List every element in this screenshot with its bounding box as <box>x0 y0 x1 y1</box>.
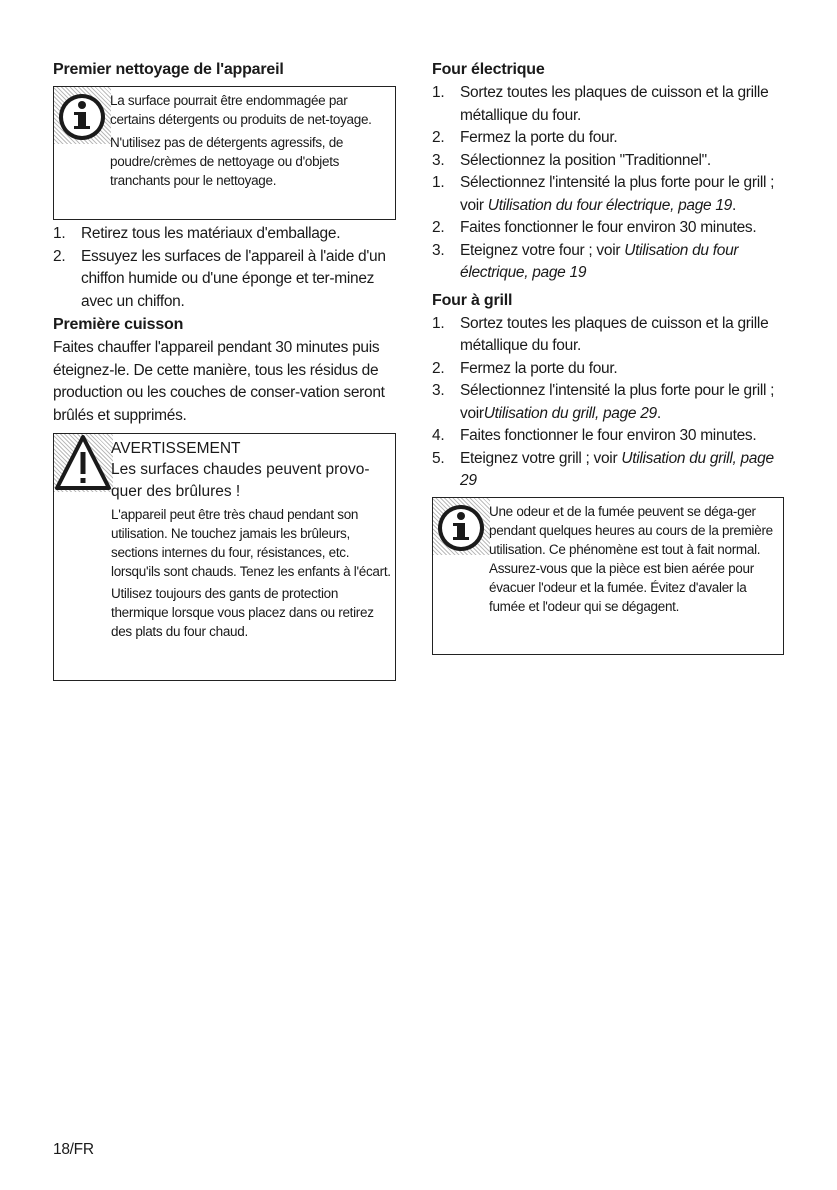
cleaning-note-line2: N'utilisez pas de détergents agressifs, de poudre/crèmes de nettoyage ou d'objets tranchants pour le nettoyage. <box>110 135 344 188</box>
grill-steps-list <box>432 313 784 493</box>
page-reference: Utilisation du four électrique, page 19 <box>460 241 739 281</box>
page-number: 18/FR <box>53 1141 94 1158</box>
info-icon <box>433 498 490 555</box>
info-icon <box>54 87 111 144</box>
first-cooking-text: Faites chauffer l'appareil pendant 30 minutes puis éteignez-le. De cette manière, tous les résidus de production ou les couches de conser-vation seront brûlés et supprimés. <box>53 339 385 424</box>
warning-text2: Utilisez toujours des gants de protection thermique lorsque vous placez dans ou retirez des plats du four chaud. <box>111 586 374 639</box>
list-item: 3. Eteignez votre four ; voir Utilisation du four électrique, page 19 <box>432 241 739 281</box>
list-item: 2. Faites fonctionner le four environ 30 minutes. <box>432 219 757 236</box>
list-item: 1. Sortez toutes les plaques de cuisson et la grille métallique du four. <box>432 314 769 354</box>
list-item: 1. Sortez toutes les plaques de cuisson et la grille métallique du four. <box>432 84 769 124</box>
page-reference: Utilisation du grill, page 29 <box>483 404 657 422</box>
list-item: 2. Essuyez les surfaces de l'appareil à l'aide d'un chiffon humide ou d'une éponge et ter-minez avec un chiffon. <box>53 247 386 310</box>
warning-text1: L'appareil peut être très chaud pendant son utilisation. Ne touchez jamais les brûleurs, sections internes du four, résistances, etc. lorsqu'ils sont chauds. Tenez les enfants à l'écart. <box>111 507 391 579</box>
smoke-note-text: Une odeur et de la fumée peuvent se déga-ger pendant quelques heures au cours de la première utilisation. Ce phénomène est tout à fait normal. Assurez-vous que la pièce est bien aérée pour évacuer l'odeur et la fumée. Évitez d'avaler la fumée et l'odeur qui se dégagent. <box>489 503 773 614</box>
list-item: 3. Sélectionnez la position "Traditionnel". <box>432 151 711 169</box>
page-reference: Utilisation du four électrique, page 19 <box>487 196 733 214</box>
cleaning-title: Premier nettoyage de l'appareil <box>53 61 284 78</box>
warning-triangle-icon <box>54 434 113 492</box>
right-column <box>432 60 784 655</box>
left-column <box>53 60 396 681</box>
info-icon-panel <box>54 87 111 144</box>
list-item: 1. Sélectionnez l'intensité la plus forte pour le grill ; voir Utilisation du four électrique, page 19. <box>432 174 775 214</box>
list-item: 2. Fermez la porte du four. <box>432 129 618 146</box>
electric-oven-title: Four électrique <box>432 61 545 78</box>
info-icon-panel <box>433 498 490 555</box>
grill-oven-title: Four à grill <box>432 291 513 309</box>
list-item: 2. Fermez la porte du four. <box>432 359 618 377</box>
page-reference: Utilisation du grill, page 29 <box>460 449 774 489</box>
list-item: 3. Sélectionnez l'intensité la plus forte pour le grill ; voirUtilisation du grill, page 29. <box>432 382 775 422</box>
first-cooking-title: Première cuisson <box>53 316 184 333</box>
list-item: 4. Faites fonctionner le four environ 30 minutes. <box>432 427 757 444</box>
cleaning-note-line1: La surface pourrait être endommagée par certains détergents ou produits de net-toyage. <box>110 93 372 127</box>
hot-surface-warning <box>53 433 396 681</box>
cleaning-info-note <box>53 86 396 220</box>
warning-title: AVERTISSEMENT <box>111 440 241 457</box>
smoke-info-note <box>432 497 784 655</box>
electric-steps-list <box>432 82 784 285</box>
list-item: 5. Eteignez votre grill ; voir Utilisation du grill, page 29 <box>432 449 774 489</box>
warning-icon-panel <box>54 434 113 492</box>
warning-lead: Les surfaces chaudes peuvent provo-quer des brûlures ! <box>111 461 370 500</box>
list-item: 1. Retirez tous les matériaux d'emballage. <box>53 225 341 242</box>
cleaning-steps-list <box>53 223 396 313</box>
